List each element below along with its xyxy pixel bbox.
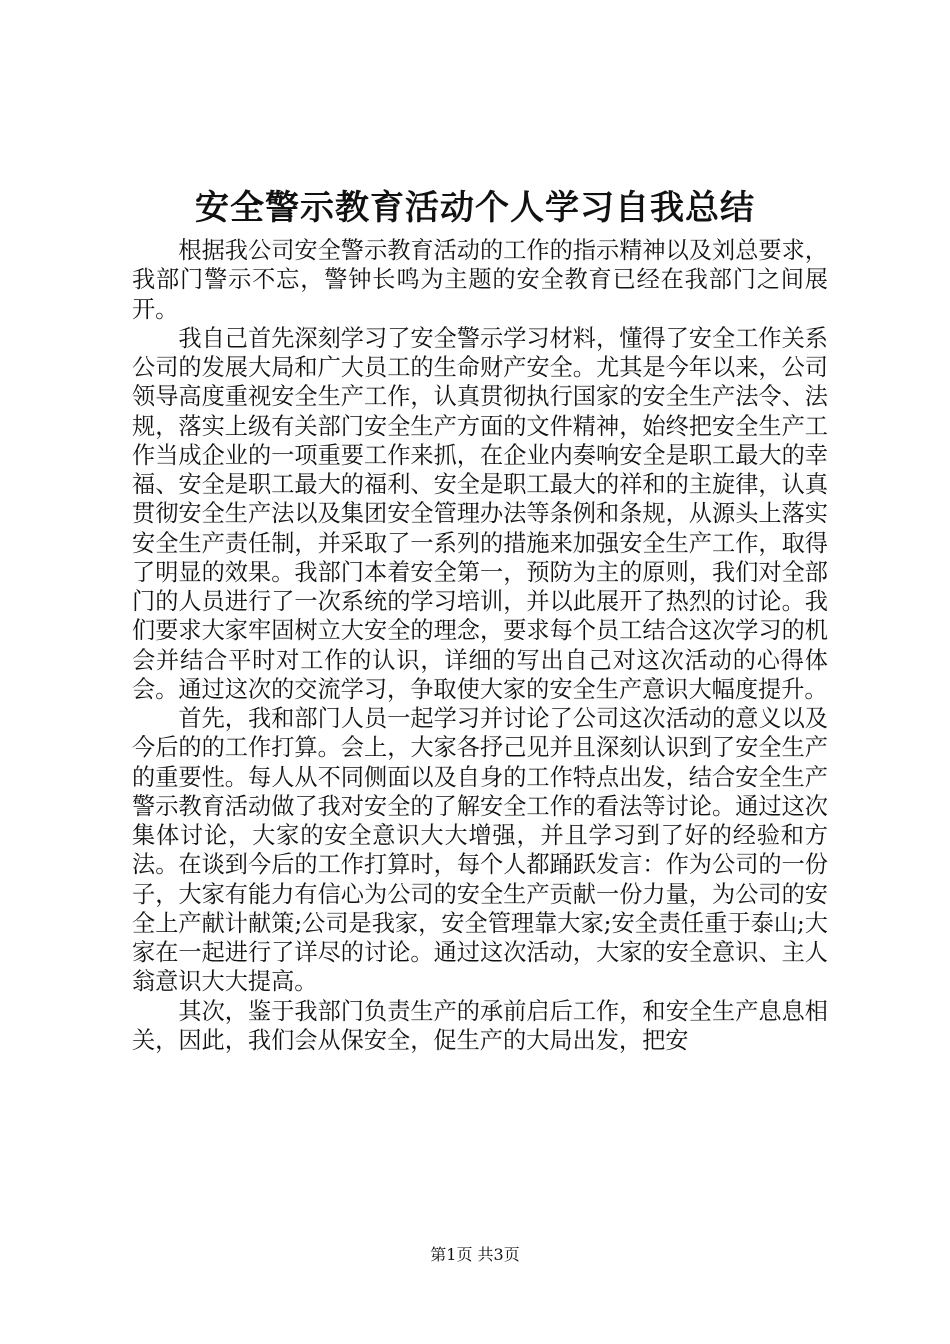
paragraph-4: 其次，鉴于我部门负责生产的承前启后工作，和安全生产息息相关，因此，我们会从保安全，促生产的大局出发，把安	[132, 997, 828, 1054]
paragraph-3: 首先，我和部门人员一起学习并讨论了公司这次活动的意义以及今后的的工作打算。会上，大家各抒己见并且深刻认识到了安全生产的重要性。每人从不同侧面以及自身的工作特点出发，结合安全生产警示教育活动做了我对安全的了解安全工作的看法等讨论。通过这次集体讨论，大家的安全意识大大增强，并且学习到了好的经验和方法。在谈到今后的工作打算时，每个人都踊跃发言：作为公司的一份子，大家有能力有信心为公司的安全生产贡献一份力量，为公司的安全上产献计献策;公司是我家，安全管理靠大家;安全责任重于泰山;大家在一起进行了详尽的讨论。通过这次活动，大家的安全意识、主人翁意识大大提高。	[132, 705, 828, 996]
page-footer: 第1页 共3页	[430, 1245, 520, 1264]
document-title: 安全警示教育活动个人学习自我总结	[195, 188, 755, 228]
paragraph-1: 根据我公司安全警示教育活动的工作的指示精神以及刘总要求，我部门警示不忘，警钟长鸣为主题的安全教育已经在我部门之间展开。	[132, 237, 828, 323]
document-body	[132, 236, 828, 1055]
paragraph-2: 我自己首先深刻学习了安全警示学习材料，懂得了安全工作关系公司的发展大局和广大员工的生命财产安全。尤其是今年以来，公司领导高度重视安全生产工作，认真贯彻执行国家的安全生产法令、法规，落实上级有关部门安全生产方面的文件精神，始终把安全生产工作当成企业的一项重要工作来抓，在企业内奏响安全是职工最大的幸福、安全是职工最大的福利、安全是职工最大的祥和的主旋律，认真贯彻安全生产法以及集团安全管理办法等条例和条规，从源头上落实安全生产责任制，并采取了一系列的措施来加强安全生产工作，取得了明显的效果。我部门本着安全第一，预防为主的原则，我们对全部门的人员进行了一次系统的学习培训，并以此展开了热烈的讨论。我们要求大家牢固树立大安全的理念，要求每个员工结合这次学习的机会并结合平时对工作的认识，详细的写出自己对这次活动的心得体会。通过这次的交流学习，争取使大家的安全生产意识大幅度提升。	[132, 324, 828, 703]
